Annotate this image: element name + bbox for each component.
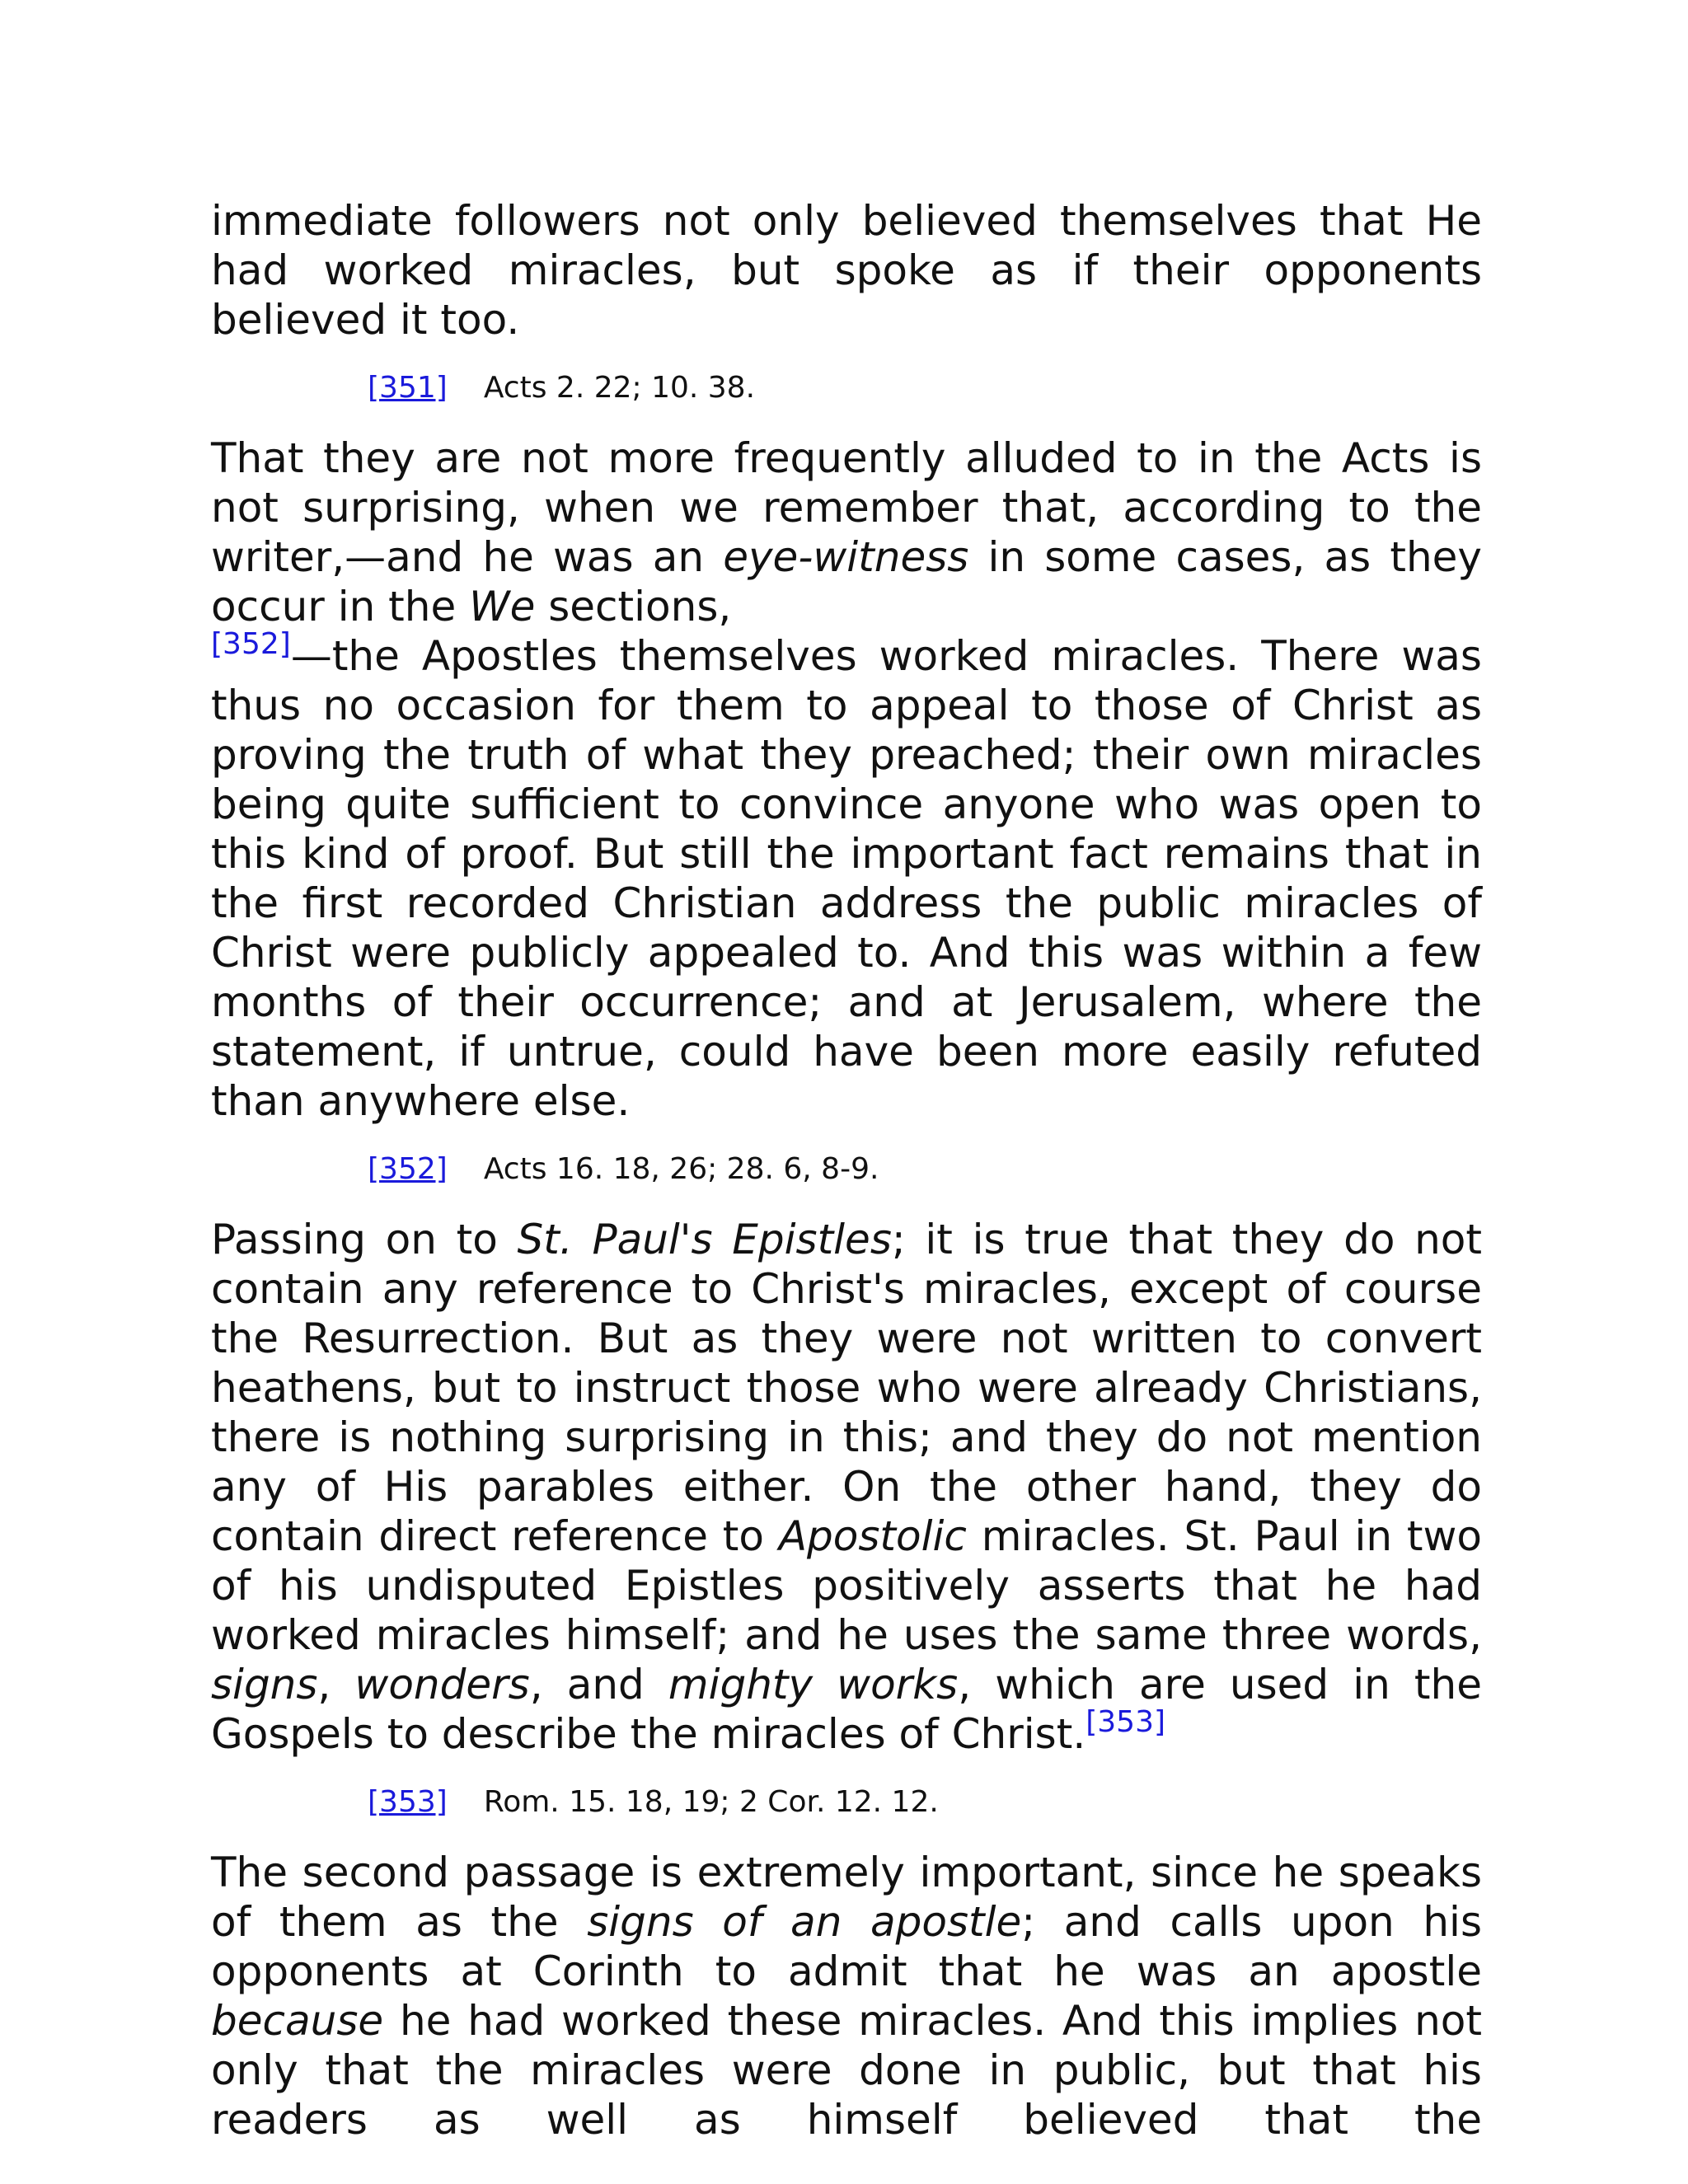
paragraph-1 (211, 196, 1482, 344)
paragraph-4-text-b: ; and calls upon his opponents at Corinth to admit that he was an apostle (211, 1898, 1483, 1995)
paragraph-3 (211, 1215, 1482, 1759)
paragraph-2-text-c: sections, (535, 583, 732, 630)
paragraph-3-emphasis-signs: signs (211, 1661, 318, 1708)
paragraph-4-text-a: The second passage is extremely important, since he speaks of them as the (211, 1849, 1482, 1946)
paragraph-4-emphasis-because: because (211, 1997, 384, 2045)
paragraph-3-text-e: , and (529, 1661, 668, 1708)
paragraph-2-emphasis-eye-witness: eye-witness (723, 533, 969, 581)
footnote-352-link[interactable]: [352] (368, 1152, 448, 1186)
paragraph-2-text-a: That they are not more frequently alluded to in the Acts is not surprising, when we remember that, according to the writer,—and he was an (211, 434, 1482, 581)
paragraph-3-emphasis-apostolic: Apostolic (778, 1512, 967, 1560)
paragraph-2 (211, 434, 1482, 1126)
document-page (211, 196, 1482, 2144)
paragraph-3-emphasis-wonders: wonders (354, 1661, 530, 1708)
paragraph-2-text-b: in some cases, as they occur in the (211, 533, 1482, 630)
paragraph-1-text: immediate followers not only believed themselves that He had worked miracles, but spoke as if their opponents believed it too. (211, 197, 1482, 344)
paragraph-3-text-f: , which are used in the Gospels to describe the miracles of Christ. (211, 1661, 1482, 1758)
footnote-353-text: Rom. 15. 18, 19; 2 Cor. 12. 12. (483, 1785, 939, 1819)
footnote-351-text: Acts 2. 22; 10. 38. (483, 371, 756, 405)
footnote-352 (368, 1151, 1482, 1188)
paragraph-3-text-d: , (317, 1661, 355, 1708)
paragraph-2-emphasis-we: We (469, 583, 536, 630)
footnote-353-reference[interactable]: [353] (1085, 1705, 1166, 1739)
footnote-351-link[interactable]: [351] (368, 371, 448, 405)
paragraph-3-emphasis-epistles: St. Paul's Epistles (517, 1216, 892, 1263)
footnote-353 (368, 1783, 1482, 1821)
footnote-353-link[interactable]: [353] (368, 1785, 448, 1819)
paragraph-2-text-d: —the Apostles themselves worked miracles. There was thus no occasion for them to appeal to those of Christ as proving the truth of what they preached; their own miracles being quite sufficient to convince anyone who was open to this kind of proof. But still the important fact remains that in the first recorded Christian address the public miracles of Christ were publicly appealed to. And this was within a few months of their occurrence; and at Jerusalem, where the statement, if untrue, could have been more easily refuted than anywhere else. (211, 632, 1482, 1125)
footnote-351 (368, 369, 1482, 407)
paragraph-3-text-b: ; it is true that they do not contain any reference to Christ's miracles, except of course the Resurrection. But as they were not written to convert heathens, but to instruct those who were already Christians, there is nothing surprising in this; and they do not mention any of His parables either. On the other hand, they do contain direct reference to (211, 1216, 1482, 1560)
paragraph-4-text-c: he had worked these miracles. And this implies not only that the miracles were done in public, but that his readers as well as himself believed that the (211, 1997, 1482, 2144)
footnote-352-reference[interactable]: [352] (211, 627, 291, 661)
paragraph-4 (211, 1848, 1482, 2144)
paragraph-3-emphasis-mighty-works: mighty works (668, 1661, 959, 1708)
paragraph-3-text-a: Passing on to (211, 1216, 518, 1263)
footnote-352-text: Acts 16. 18, 26; 28. 6, 8-9. (483, 1152, 879, 1186)
paragraph-3-text-c: miracles. St. Paul in two of his undisputed Epistles positively asserts that he had worked miracles himself; and he uses the same three words, (211, 1512, 1482, 1659)
paragraph-4-emphasis-signs-of-an-apostle: signs of an apostle (587, 1898, 1022, 1946)
